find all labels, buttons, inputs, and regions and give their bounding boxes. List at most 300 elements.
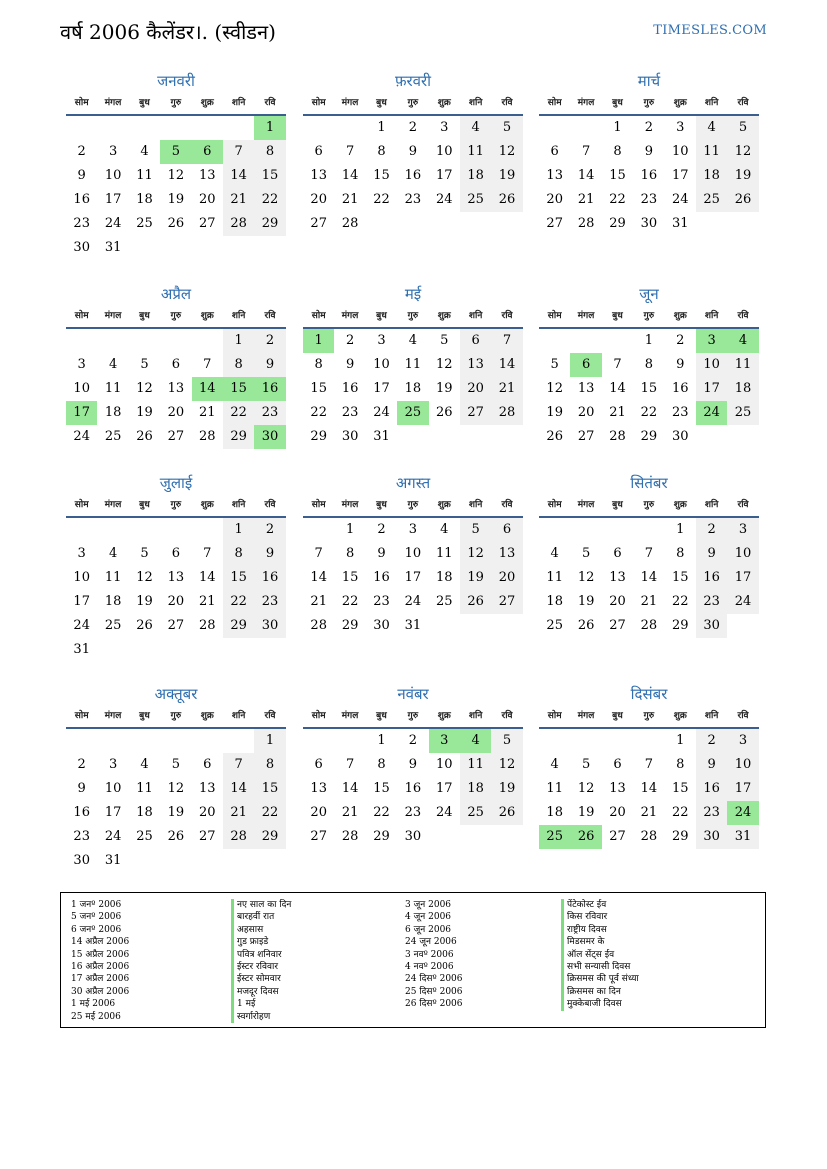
day-cell[interactable]: 15: [223, 377, 254, 401]
day-cell[interactable]: 29: [223, 425, 254, 449]
day-cell[interactable]: 27: [310, 216, 327, 231]
day-cell[interactable]: 13: [198, 781, 216, 796]
day-cell[interactable]: 26: [435, 405, 453, 420]
day-cell[interactable]: 29: [671, 618, 689, 633]
day-cell[interactable]: 26: [167, 216, 185, 231]
day-cell[interactable]: 18: [435, 570, 453, 585]
day-cell[interactable]: 8: [676, 546, 685, 561]
day-cell[interactable]: 9: [254, 353, 285, 377]
day-cell[interactable]: 22: [254, 801, 285, 825]
day-cell[interactable]: 13: [546, 168, 563, 183]
day-cell[interactable]: 20: [310, 805, 327, 820]
day-cell[interactable]: 20: [460, 377, 491, 401]
day-cell[interactable]: 4: [696, 116, 727, 140]
day-cell[interactable]: 9: [254, 542, 285, 566]
day-cell[interactable]: 18: [104, 594, 122, 609]
day-cell[interactable]: 18: [460, 777, 491, 801]
day-cell[interactable]: 13: [609, 781, 626, 796]
day-cell[interactable]: 19: [577, 805, 595, 820]
day-cell[interactable]: 26: [491, 801, 522, 825]
day-cell[interactable]: 25: [539, 825, 570, 849]
day-cell[interactable]: 20: [491, 566, 522, 590]
day-cell[interactable]: 4: [727, 329, 758, 353]
day-cell[interactable]: 7: [644, 546, 653, 561]
day-cell[interactable]: 17: [727, 777, 758, 801]
day-cell[interactable]: 8: [644, 357, 653, 372]
day-cell[interactable]: 21: [198, 594, 216, 609]
day-cell[interactable]: 13: [198, 168, 216, 183]
day-cell[interactable]: 15: [373, 168, 390, 183]
day-cell[interactable]: 22: [223, 590, 254, 614]
day-cell[interactable]: 21: [491, 377, 522, 401]
day-cell[interactable]: 16: [341, 381, 359, 396]
day-cell[interactable]: 22: [373, 805, 390, 820]
day-cell[interactable]: 6: [171, 357, 180, 372]
day-cell[interactable]: 19: [577, 594, 595, 609]
day-cell[interactable]: 22: [671, 594, 689, 609]
day-cell[interactable]: 15: [671, 570, 689, 585]
day-cell[interactable]: 30: [341, 429, 359, 444]
day-cell[interactable]: 11: [136, 168, 153, 183]
day-cell[interactable]: 11: [546, 570, 563, 585]
day-cell[interactable]: 9: [696, 542, 727, 566]
day-cell[interactable]: 13: [460, 353, 491, 377]
day-cell[interactable]: 14: [192, 377, 223, 401]
day-cell[interactable]: 18: [136, 192, 153, 207]
day-cell[interactable]: 13: [167, 381, 185, 396]
day-cell[interactable]: 24: [73, 618, 90, 633]
day-cell[interactable]: 12: [577, 781, 595, 796]
day-cell[interactable]: 1: [254, 116, 285, 140]
day-cell[interactable]: 16: [640, 168, 658, 183]
day-cell[interactable]: 3: [727, 729, 758, 753]
day-cell[interactable]: 3: [377, 333, 386, 348]
day-cell[interactable]: 3: [77, 357, 86, 372]
day-cell[interactable]: 8: [314, 357, 323, 372]
day-cell[interactable]: 14: [341, 781, 359, 796]
day-cell[interactable]: 20: [546, 192, 563, 207]
day-cell[interactable]: 3: [429, 729, 460, 753]
day-cell[interactable]: 17: [373, 381, 390, 396]
day-cell[interactable]: 11: [404, 357, 422, 372]
day-cell[interactable]: 26: [546, 429, 563, 444]
day-cell[interactable]: 7: [223, 140, 254, 164]
day-cell[interactable]: 17: [727, 566, 758, 590]
day-cell[interactable]: 12: [491, 753, 522, 777]
day-cell[interactable]: 17: [696, 377, 727, 401]
day-cell[interactable]: 13: [310, 781, 327, 796]
day-cell[interactable]: 7: [345, 144, 355, 159]
day-cell[interactable]: 19: [167, 805, 185, 820]
day-cell[interactable]: 18: [104, 405, 122, 420]
day-cell[interactable]: 14: [198, 570, 216, 585]
day-cell[interactable]: 12: [136, 570, 153, 585]
day-cell[interactable]: 16: [671, 381, 689, 396]
day-cell[interactable]: 10: [435, 144, 453, 159]
day-cell[interactable]: 17: [404, 570, 422, 585]
day-cell[interactable]: 30: [73, 853, 90, 868]
day-cell[interactable]: 20: [577, 405, 595, 420]
day-cell[interactable]: 24: [104, 829, 122, 844]
day-cell[interactable]: 10: [104, 781, 122, 796]
day-cell[interactable]: 1: [254, 729, 285, 753]
day-cell[interactable]: 12: [167, 168, 185, 183]
day-cell[interactable]: 14: [223, 777, 254, 801]
day-cell[interactable]: 4: [550, 546, 559, 561]
day-cell[interactable]: 28: [640, 618, 658, 633]
day-cell[interactable]: 11: [435, 546, 453, 561]
day-cell[interactable]: 17: [104, 805, 122, 820]
day-cell[interactable]: 2: [254, 518, 285, 542]
day-cell[interactable]: 7: [644, 757, 653, 772]
day-cell[interactable]: 22: [671, 805, 689, 820]
day-cell[interactable]: 31: [373, 429, 390, 444]
day-cell[interactable]: 24: [373, 405, 390, 420]
day-cell[interactable]: 12: [460, 542, 491, 566]
day-cell[interactable]: 19: [491, 777, 522, 801]
day-cell[interactable]: 8: [254, 753, 285, 777]
day-cell[interactable]: 12: [727, 140, 758, 164]
day-cell[interactable]: 11: [104, 570, 122, 585]
day-cell[interactable]: 27: [609, 829, 626, 844]
day-cell[interactable]: 27: [198, 216, 216, 231]
day-cell[interactable]: 25: [546, 618, 563, 633]
day-cell[interactable]: 31: [671, 216, 689, 231]
day-cell[interactable]: 17: [73, 594, 90, 609]
day-cell[interactable]: 23: [373, 594, 390, 609]
day-cell[interactable]: 25: [136, 829, 153, 844]
day-cell[interactable]: 1: [676, 522, 685, 537]
day-cell[interactable]: 9: [408, 757, 417, 772]
day-cell[interactable]: 6: [460, 329, 491, 353]
day-cell[interactable]: 17: [66, 401, 97, 425]
day-cell[interactable]: 3: [440, 120, 449, 135]
day-cell[interactable]: 5: [140, 357, 149, 372]
day-cell[interactable]: 29: [223, 614, 254, 638]
day-cell[interactable]: 26: [167, 829, 185, 844]
day-cell[interactable]: 30: [254, 614, 285, 638]
day-cell[interactable]: 1: [345, 522, 355, 537]
day-cell[interactable]: 21: [223, 801, 254, 825]
day-cell[interactable]: 9: [77, 168, 86, 183]
day-cell[interactable]: 18: [136, 805, 153, 820]
day-cell[interactable]: 15: [254, 164, 285, 188]
day-cell[interactable]: 2: [676, 333, 685, 348]
day-cell[interactable]: 24: [435, 192, 453, 207]
day-cell[interactable]: 24: [435, 805, 453, 820]
day-cell[interactable]: 31: [104, 240, 122, 255]
day-cell[interactable]: 8: [676, 757, 685, 772]
day-cell[interactable]: 31: [727, 825, 758, 849]
day-cell[interactable]: 5: [491, 729, 522, 753]
day-cell[interactable]: 26: [460, 590, 491, 614]
day-cell[interactable]: 11: [104, 381, 122, 396]
day-cell[interactable]: 12: [435, 357, 453, 372]
day-cell[interactable]: 26: [136, 429, 153, 444]
day-cell[interactable]: 22: [254, 188, 285, 212]
day-cell[interactable]: 10: [435, 757, 453, 772]
day-cell[interactable]: 11: [460, 140, 491, 164]
day-cell[interactable]: 8: [613, 144, 622, 159]
day-cell[interactable]: 8: [345, 546, 355, 561]
day-cell[interactable]: 27: [198, 829, 216, 844]
day-cell[interactable]: 21: [640, 594, 658, 609]
day-cell[interactable]: 22: [310, 405, 327, 420]
day-cell[interactable]: 1: [223, 329, 254, 353]
day-cell[interactable]: 14: [609, 381, 626, 396]
day-cell[interactable]: 12: [546, 381, 563, 396]
day-cell[interactable]: 26: [136, 618, 153, 633]
day-cell[interactable]: 13: [577, 381, 595, 396]
day-cell[interactable]: 30: [696, 614, 727, 638]
day-cell[interactable]: 9: [676, 357, 685, 372]
day-cell[interactable]: 15: [254, 777, 285, 801]
day-cell[interactable]: 6: [192, 140, 223, 164]
day-cell[interactable]: 15: [671, 781, 689, 796]
day-cell[interactable]: 18: [460, 164, 491, 188]
day-cell[interactable]: 29: [671, 829, 689, 844]
day-cell[interactable]: 20: [609, 805, 626, 820]
day-cell[interactable]: 15: [373, 781, 390, 796]
day-cell[interactable]: 3: [108, 144, 118, 159]
day-cell[interactable]: 14: [640, 781, 658, 796]
day-cell[interactable]: 1: [377, 733, 386, 748]
day-cell[interactable]: 11: [460, 753, 491, 777]
day-cell[interactable]: 2: [377, 522, 386, 537]
day-cell[interactable]: 13: [310, 168, 327, 183]
day-cell[interactable]: 31: [73, 642, 90, 657]
day-cell[interactable]: 21: [640, 805, 658, 820]
day-cell[interactable]: 1: [613, 120, 622, 135]
day-cell[interactable]: 21: [577, 192, 595, 207]
day-cell[interactable]: 8: [223, 542, 254, 566]
day-cell[interactable]: 3: [696, 329, 727, 353]
day-cell[interactable]: 21: [198, 405, 216, 420]
day-cell[interactable]: 10: [696, 353, 727, 377]
day-cell[interactable]: 24: [727, 801, 758, 825]
day-cell[interactable]: 27: [310, 829, 327, 844]
day-cell[interactable]: 3: [408, 522, 417, 537]
day-cell[interactable]: 11: [546, 781, 563, 796]
day-cell[interactable]: 15: [640, 381, 658, 396]
day-cell[interactable]: 2: [644, 120, 653, 135]
day-cell[interactable]: 3: [676, 120, 685, 135]
day-cell[interactable]: 11: [696, 140, 727, 164]
day-cell[interactable]: 2: [77, 757, 86, 772]
brand-logo[interactable]: TIMESLES.COM: [653, 23, 767, 38]
day-cell[interactable]: 15: [223, 566, 254, 590]
day-cell[interactable]: 17: [435, 168, 453, 183]
day-cell[interactable]: 21: [310, 594, 327, 609]
day-cell[interactable]: 31: [104, 853, 122, 868]
day-cell[interactable]: 4: [140, 144, 149, 159]
day-cell[interactable]: 4: [460, 729, 491, 753]
day-cell[interactable]: 12: [167, 781, 185, 796]
day-cell[interactable]: 19: [491, 164, 522, 188]
day-cell[interactable]: 17: [671, 168, 689, 183]
day-cell[interactable]: 14: [310, 570, 327, 585]
day-cell[interactable]: 5: [140, 546, 149, 561]
day-cell[interactable]: 29: [310, 429, 327, 444]
day-cell[interactable]: 2: [408, 733, 417, 748]
day-cell[interactable]: 15: [341, 570, 359, 585]
day-cell[interactable]: 5: [581, 757, 591, 772]
day-cell[interactable]: 7: [203, 357, 212, 372]
day-cell[interactable]: 10: [671, 144, 689, 159]
day-cell[interactable]: 20: [167, 405, 185, 420]
day-cell[interactable]: 2: [408, 120, 417, 135]
day-cell[interactable]: 13: [491, 542, 522, 566]
day-cell[interactable]: 6: [570, 353, 601, 377]
day-cell[interactable]: 10: [73, 570, 90, 585]
day-cell[interactable]: 10: [727, 542, 758, 566]
day-cell[interactable]: 5: [440, 333, 449, 348]
day-cell[interactable]: 7: [491, 329, 522, 353]
day-cell[interactable]: 14: [577, 168, 595, 183]
day-cell[interactable]: 3: [77, 546, 86, 561]
day-cell[interactable]: 20: [198, 192, 216, 207]
day-cell[interactable]: 21: [223, 188, 254, 212]
day-cell[interactable]: 27: [167, 618, 185, 633]
day-cell[interactable]: 6: [314, 757, 323, 772]
day-cell[interactable]: 2: [696, 518, 727, 542]
day-cell[interactable]: 23: [254, 590, 285, 614]
day-cell[interactable]: 23: [671, 405, 689, 420]
day-cell[interactable]: 4: [460, 116, 491, 140]
day-cell[interactable]: 18: [546, 594, 563, 609]
day-cell[interactable]: 5: [581, 546, 591, 561]
day-cell[interactable]: 1: [223, 518, 254, 542]
day-cell[interactable]: 16: [373, 570, 390, 585]
day-cell[interactable]: 28: [341, 829, 359, 844]
day-cell[interactable]: 10: [404, 546, 422, 561]
day-cell[interactable]: 17: [104, 192, 122, 207]
day-cell[interactable]: 6: [613, 546, 622, 561]
day-cell[interactable]: 18: [404, 381, 422, 396]
day-cell[interactable]: 21: [341, 805, 359, 820]
day-cell[interactable]: 25: [435, 594, 453, 609]
day-cell[interactable]: 15: [609, 168, 626, 183]
day-cell[interactable]: 4: [440, 522, 449, 537]
day-cell[interactable]: 24: [104, 216, 122, 231]
day-cell[interactable]: 16: [404, 168, 422, 183]
day-cell[interactable]: 14: [223, 164, 254, 188]
day-cell[interactable]: 23: [696, 590, 727, 614]
day-cell[interactable]: 11: [136, 781, 153, 796]
day-cell[interactable]: 23: [341, 405, 359, 420]
day-cell[interactable]: 27: [577, 429, 595, 444]
day-cell[interactable]: 4: [108, 357, 118, 372]
day-cell[interactable]: 19: [136, 405, 153, 420]
day-cell[interactable]: 22: [373, 192, 390, 207]
day-cell[interactable]: 23: [404, 192, 422, 207]
day-cell[interactable]: 29: [254, 825, 285, 849]
day-cell[interactable]: 25: [727, 401, 758, 425]
day-cell[interactable]: 24: [73, 429, 90, 444]
day-cell[interactable]: 28: [491, 401, 522, 425]
day-cell[interactable]: 22: [341, 594, 359, 609]
day-cell[interactable]: 10: [104, 168, 122, 183]
day-cell[interactable]: 30: [640, 216, 658, 231]
day-cell[interactable]: 30: [254, 425, 285, 449]
day-cell[interactable]: 5: [160, 140, 191, 164]
day-cell[interactable]: 28: [198, 618, 216, 633]
day-cell[interactable]: 11: [727, 353, 758, 377]
day-cell[interactable]: 10: [727, 753, 758, 777]
day-cell[interactable]: 7: [581, 144, 591, 159]
day-cell[interactable]: 29: [373, 829, 390, 844]
day-cell[interactable]: 14: [640, 570, 658, 585]
day-cell[interactable]: 6: [171, 546, 180, 561]
day-cell[interactable]: 29: [341, 618, 359, 633]
day-cell[interactable]: 4: [408, 333, 417, 348]
day-cell[interactable]: 25: [397, 401, 428, 425]
day-cell[interactable]: 25: [104, 618, 122, 633]
day-cell[interactable]: 16: [404, 781, 422, 796]
day-cell[interactable]: 1: [676, 733, 685, 748]
day-cell[interactable]: 30: [404, 829, 422, 844]
day-cell[interactable]: 8: [254, 140, 285, 164]
day-cell[interactable]: 19: [435, 381, 453, 396]
day-cell[interactable]: 6: [203, 757, 212, 772]
day-cell[interactable]: 29: [640, 429, 658, 444]
day-cell[interactable]: 6: [613, 757, 622, 772]
day-cell[interactable]: 9: [345, 357, 355, 372]
day-cell[interactable]: 20: [167, 594, 185, 609]
day-cell[interactable]: 31: [404, 618, 422, 633]
day-cell[interactable]: 19: [546, 405, 563, 420]
day-cell[interactable]: 16: [696, 777, 727, 801]
day-cell[interactable]: 9: [377, 546, 386, 561]
day-cell[interactable]: 26: [570, 825, 601, 849]
day-cell[interactable]: 26: [727, 188, 758, 212]
day-cell[interactable]: 23: [640, 192, 658, 207]
day-cell[interactable]: 28: [223, 825, 254, 849]
day-cell[interactable]: 25: [460, 801, 491, 825]
day-cell[interactable]: 19: [727, 164, 758, 188]
day-cell[interactable]: 14: [341, 168, 359, 183]
day-cell[interactable]: 7: [203, 546, 212, 561]
day-cell[interactable]: 6: [314, 144, 323, 159]
day-cell[interactable]: 9: [408, 144, 417, 159]
day-cell[interactable]: 23: [73, 829, 90, 844]
day-cell[interactable]: 18: [727, 377, 758, 401]
day-cell[interactable]: 12: [577, 570, 595, 585]
day-cell[interactable]: 17: [435, 781, 453, 796]
day-cell[interactable]: 12: [491, 140, 522, 164]
day-cell[interactable]: 7: [345, 757, 355, 772]
day-cell[interactable]: 28: [609, 429, 626, 444]
day-cell[interactable]: 1: [644, 333, 653, 348]
day-cell[interactable]: 9: [77, 781, 86, 796]
day-cell[interactable]: 5: [550, 357, 559, 372]
day-cell[interactable]: 13: [609, 570, 626, 585]
day-cell[interactable]: 4: [140, 757, 149, 772]
day-cell[interactable]: 18: [546, 805, 563, 820]
day-cell[interactable]: 19: [136, 594, 153, 609]
day-cell[interactable]: 29: [254, 212, 285, 236]
day-cell[interactable]: 14: [491, 353, 522, 377]
day-cell[interactable]: 24: [404, 594, 422, 609]
day-cell[interactable]: 2: [254, 329, 285, 353]
day-cell[interactable]: 16: [254, 566, 285, 590]
day-cell[interactable]: 7: [223, 753, 254, 777]
day-cell[interactable]: 22: [223, 401, 254, 425]
day-cell[interactable]: 4: [550, 757, 559, 772]
day-cell[interactable]: 5: [171, 757, 180, 772]
day-cell[interactable]: 16: [254, 377, 285, 401]
day-cell[interactable]: 18: [696, 164, 727, 188]
